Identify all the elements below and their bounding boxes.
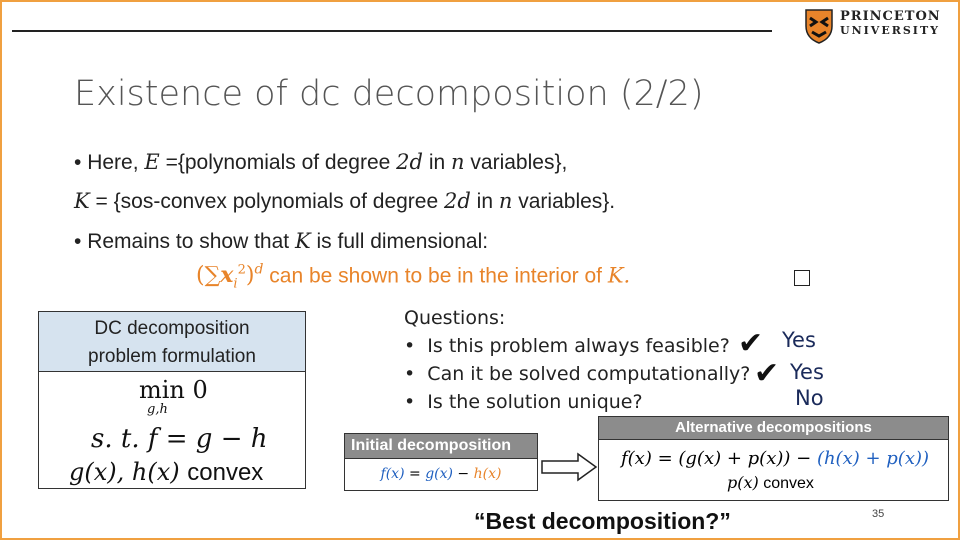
bullet-2-end: variables}.	[518, 190, 616, 213]
dc-box-header	[39, 312, 305, 372]
bullet-1-prefix: Here,	[87, 151, 139, 174]
degree-2d: 2d	[444, 189, 471, 213]
convex-word: convex	[187, 459, 264, 486]
page-number: 35	[872, 508, 885, 520]
equals: =	[404, 466, 426, 482]
answer-1: Yes	[782, 328, 816, 352]
var-n: n	[451, 150, 465, 174]
logo-line1: PRINCETON	[840, 9, 941, 24]
qed-box	[794, 270, 810, 286]
p-convex-line	[727, 473, 814, 493]
shield-icon	[804, 6, 834, 44]
min-subscript: g,h	[147, 402, 168, 417]
sum-formula: $(\sum x_i^2)^d$	[196, 262, 264, 292]
p-term: p(x)	[727, 473, 759, 492]
g-plus-p: (g(x) + p(x))	[678, 448, 791, 469]
constraint-equality: s. t. f = g − h	[91, 424, 268, 454]
bullet-1-text: ={polynomials of degree	[165, 151, 391, 174]
dc-header-line2: problem formulation	[88, 346, 256, 367]
bullet-1-in: in	[428, 151, 446, 174]
constraint-convex	[69, 458, 263, 487]
question-2: • Can it be solved computationally?	[404, 363, 751, 385]
set-k: K.	[607, 263, 631, 288]
questions-heading: Questions:	[404, 307, 506, 329]
bullet-3-end: is full dimensional:	[316, 230, 489, 253]
alternative-formula	[599, 440, 948, 469]
checkmark-icon: ✔	[738, 327, 764, 360]
initial-decomposition-box	[344, 433, 538, 491]
slide-title: Existence of dc decomposition (2/2)	[74, 74, 704, 114]
bullet-3: • Remains to show that K is full dimensional:	[74, 229, 489, 253]
header-rule	[12, 30, 772, 32]
question-2-text: Can it be solved computationally?	[427, 363, 751, 385]
bullet-4	[196, 262, 630, 292]
dc-header-line1: DC decomposition	[94, 318, 250, 339]
f-term: f(x)	[380, 466, 405, 482]
alternative-decompositions-box	[598, 416, 949, 501]
alternative-header: Alternative decompositions	[599, 417, 948, 440]
bullet-1-end: variables},	[470, 151, 568, 174]
set-k: K	[74, 189, 90, 213]
var-n: n	[498, 189, 513, 213]
bullet-2-in: in	[476, 190, 494, 213]
questions-block	[404, 304, 750, 416]
convex-word: convex	[763, 475, 814, 492]
min-objective: min 0	[139, 376, 208, 404]
gh-functions: g(x), h(x)	[69, 458, 180, 486]
degree-2d: 2d	[396, 150, 423, 174]
initial-header: Initial decomposition	[345, 434, 537, 459]
bullet-3-prefix: Remains to show that	[87, 230, 290, 253]
bullet-2	[74, 189, 615, 214]
dc-formulation-box	[38, 311, 306, 489]
best-decomposition-text: “Best decomposition?”	[474, 508, 731, 534]
checkmark-icon: ✔	[754, 357, 780, 390]
set-k: K	[294, 229, 311, 253]
h-plus-p: (h(x) + p(x))	[816, 448, 930, 469]
g-term: g(x)	[425, 466, 453, 482]
bullet-1: • Here, E ={polynomials of degree 2d in n variables},	[74, 150, 568, 174]
h-term: h(x)	[473, 466, 502, 482]
right-arrow-icon	[540, 452, 598, 482]
question-3: • Is the solution unique?	[404, 391, 643, 413]
minus: −	[790, 448, 817, 469]
question-1-text: Is this problem always feasible?	[427, 335, 730, 357]
princeton-logo	[804, 6, 954, 46]
answer-3: No	[795, 386, 824, 410]
question-3-text: Is the solution unique?	[427, 391, 643, 413]
logo-line2: UNIVERSITY	[840, 24, 940, 37]
question-1: • Is this problem always feasible?	[404, 335, 730, 357]
set-e: E	[144, 150, 160, 174]
initial-formula	[345, 459, 537, 482]
minus: −	[452, 466, 474, 482]
f-term: f(x) =	[621, 448, 679, 469]
answer-2: Yes	[790, 360, 824, 384]
bullet-4-text: can be shown to be in the interior of	[269, 264, 602, 288]
bullet-2-text: = {sos-convex polynomials of degree	[95, 190, 439, 213]
